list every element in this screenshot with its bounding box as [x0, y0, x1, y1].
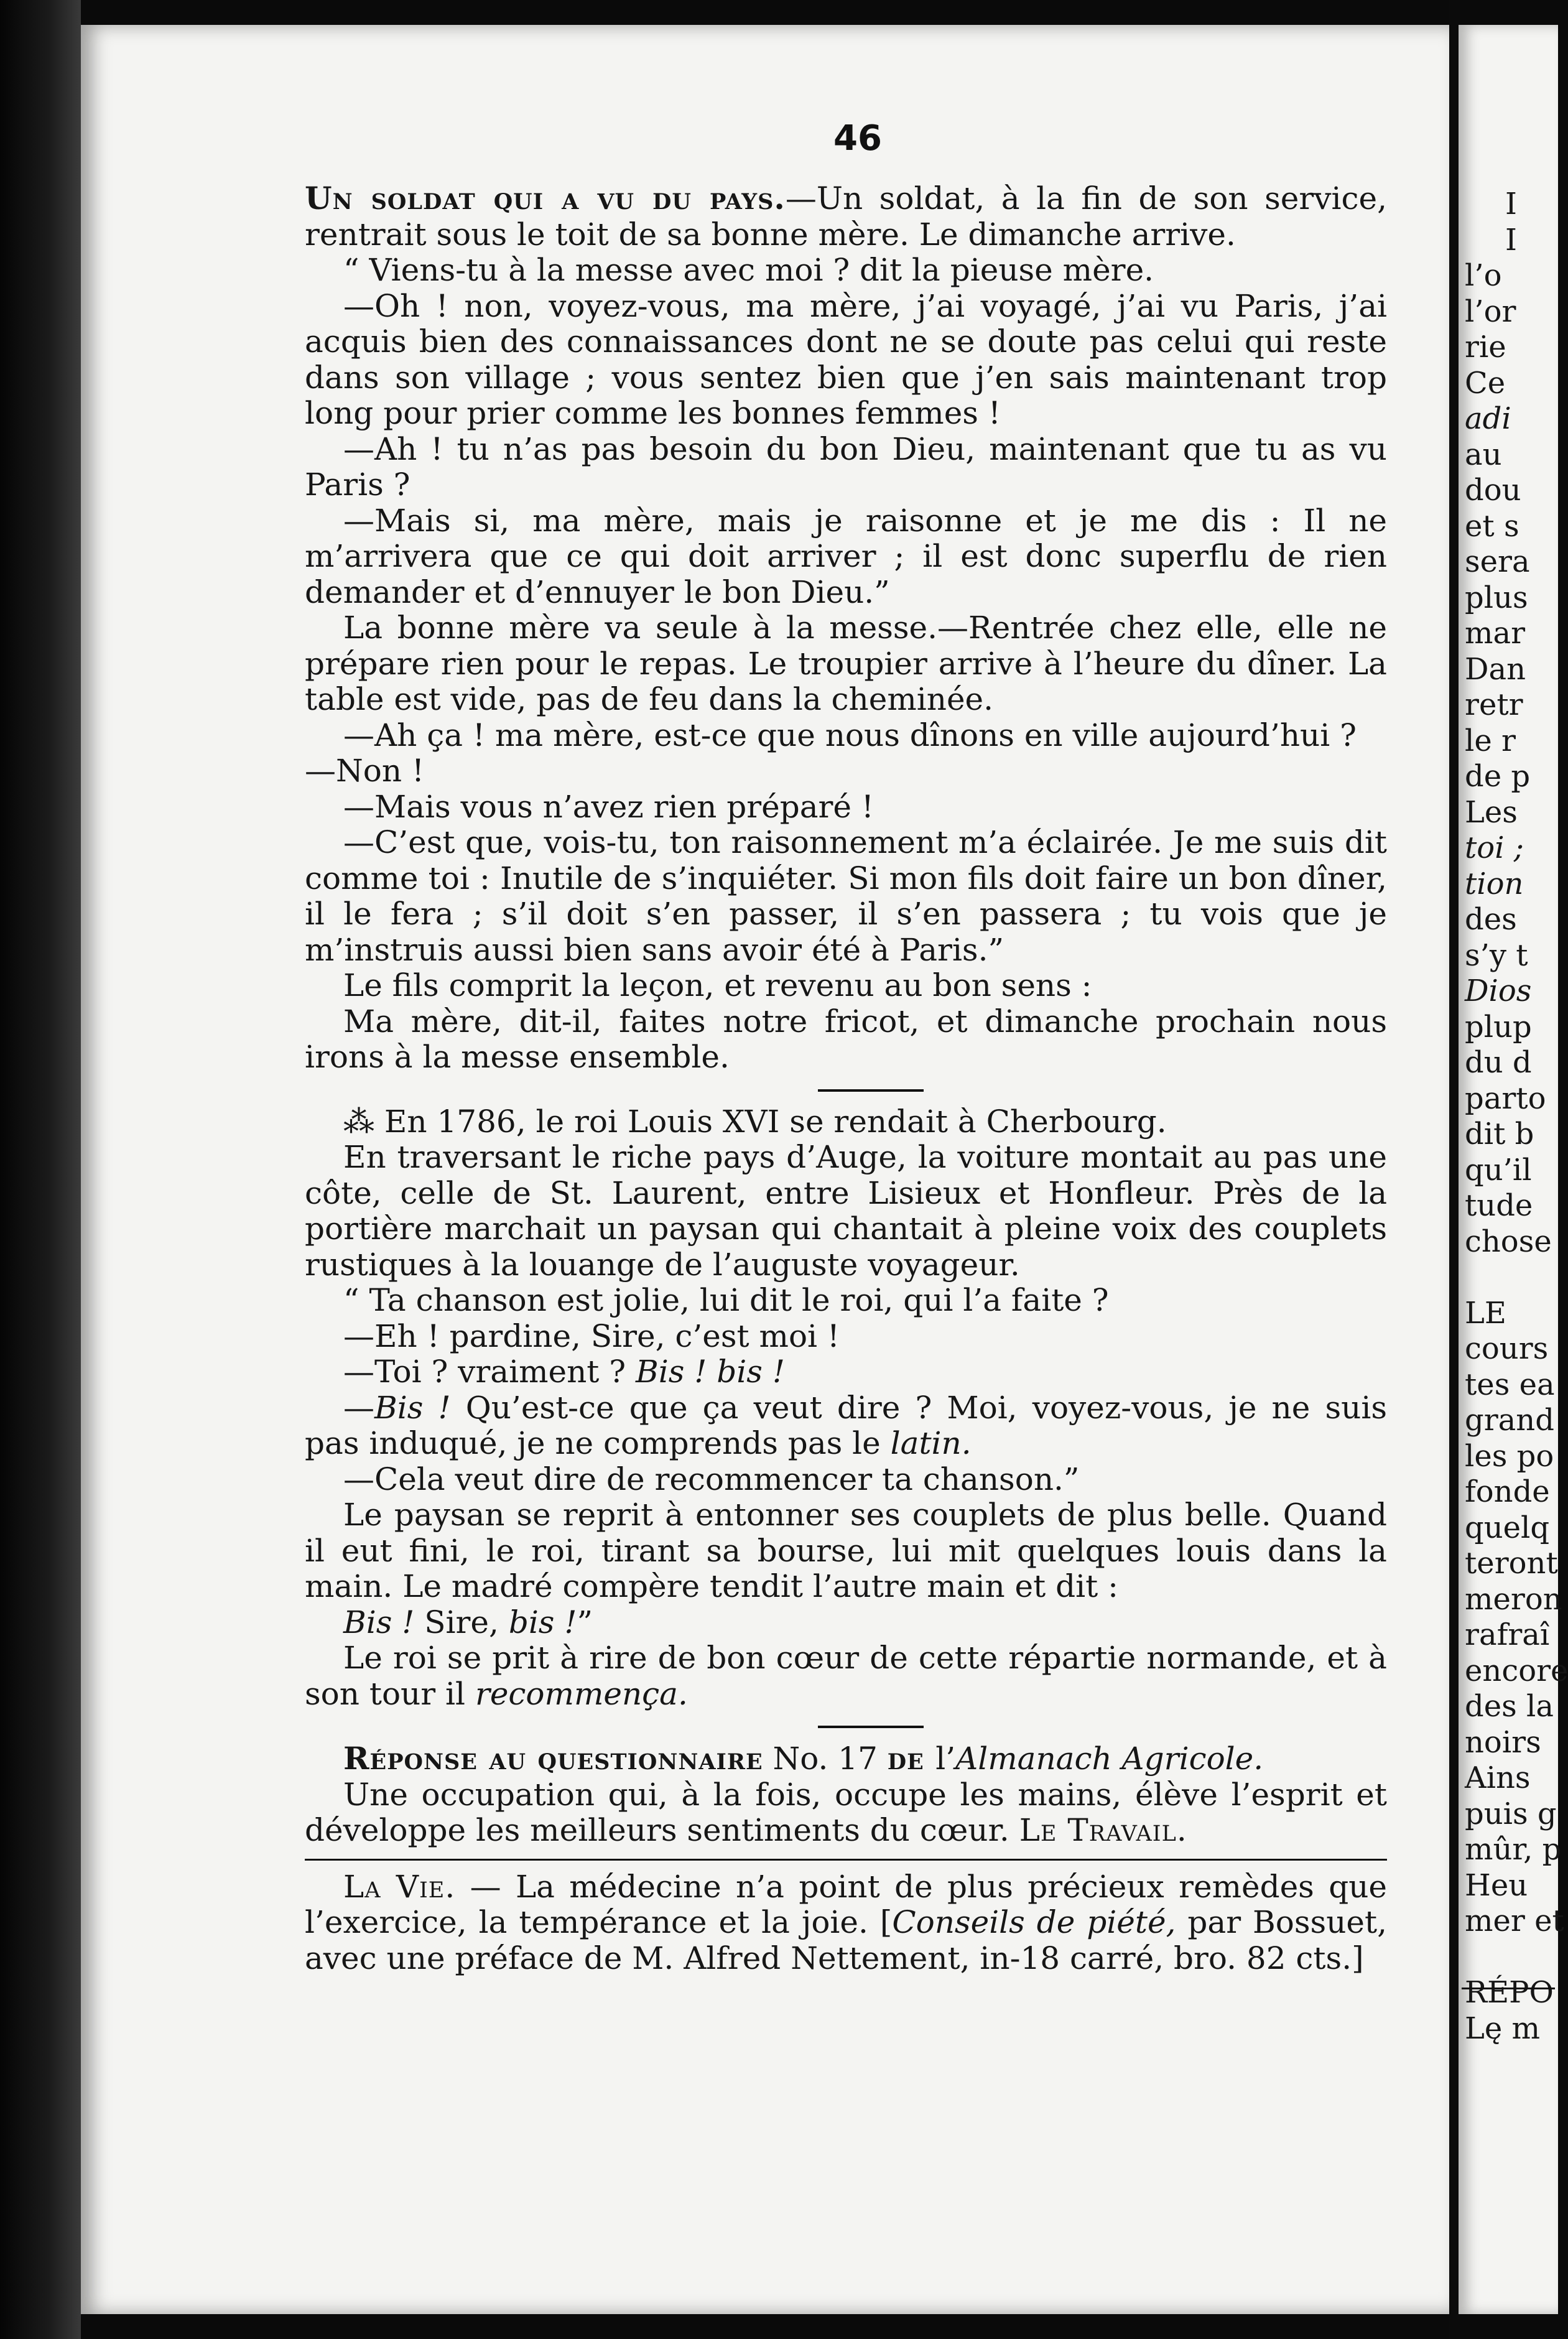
paragraph: Le paysan se reprit à entonner ses couplets de plus belle. Quand il eut fini, le roi, tirant sa bourse, lui mit quelques louis dans la main. Le madré compère tendit l’autre main et dit :: [305, 1497, 1387, 1604]
page-content: [305, 180, 1387, 1976]
right-page-line: s’y t: [1465, 937, 1528, 973]
right-page-line: et s: [1465, 508, 1519, 544]
right-page-line: Dan: [1465, 651, 1526, 687]
paragraph: La bonne mère va seule à la messe.—Rentrée chez elle, elle ne prépare rien pour le repas. Le troupier arrive à l’heure du dîner. La table est vide, pas de feu dans la cheminée.: [305, 610, 1387, 717]
right-page-line: toi ;: [1465, 830, 1524, 865]
right-page-line: plup: [1465, 1009, 1532, 1044]
paragraph: Bis ! Sire, bis !”: [343, 1604, 593, 1640]
right-page-line: Les: [1465, 794, 1518, 830]
right-page-line: adi: [1465, 401, 1511, 436]
paragraph: —Bis ! Qu’est-ce que ça veut dire ? Moi, voyez-vous, je ne suis pas induqué, je ne comprends pas le latin.: [305, 1389, 1387, 1461]
paragraph: “ Viens-tu à la messe avec moi ? dit la pieuse mère.: [343, 252, 1154, 288]
right-page-line: de p: [1465, 759, 1531, 794]
right-page-line: plus: [1465, 580, 1528, 615]
paragraph: —Cela veut dire de recommencer ta chanson.”: [343, 1461, 1080, 1497]
right-page-line: dit b: [1465, 1117, 1534, 1151]
paragraph: Le fils comprit la leçon, et revenu au bon sens :: [343, 967, 1092, 1003]
right-page-line: mûr, p: [1465, 1832, 1562, 1867]
paragraph: “ Ta chanson est jolie, lui dit le roi, qui l’a faite ?: [343, 1282, 1109, 1318]
right-page-line: Ce: [1465, 365, 1506, 401]
right-page-line: teront: [1465, 1546, 1558, 1581]
paragraph: —Non !: [305, 753, 425, 789]
right-page-line: mer et: [1465, 1904, 1564, 1938]
right-page-line: fonde: [1465, 1474, 1550, 1509]
paragraph: —Ah ! tu n’as pas besoin du bon Dieu, maintenant que tu as vu Paris ?: [305, 430, 1387, 503]
article-louis-lead: ⁂ En 1786, le roi Louis XVI se rendait à Cherbourg.: [343, 1103, 1167, 1140]
right-page-line: tion: [1465, 866, 1524, 901]
paragraph: Le roi se prit à rire de bon cœur de cette répartie normande, et à son tour il recommença.: [305, 1640, 1387, 1712]
right-page-line: des la: [1465, 1689, 1554, 1724]
right-page-line: LE: [1465, 1295, 1506, 1331]
right-page-line: du d: [1465, 1045, 1532, 1080]
right-page-line: parto: [1465, 1081, 1546, 1116]
la-vie-note: La Vie. — La médecine n’a point de plus précieux remèdes que l’exercice, la tempérance et la joie. [Conseils de piété, par Bossuet, avec une préface de M. Alfred Nettement, in-18 carré, bro. 82 cts.]: [305, 1868, 1387, 1976]
scan-dark-margin: [0, 0, 81, 2339]
right-page-line: mar: [1465, 616, 1526, 651]
right-page-line: l’o: [1465, 258, 1502, 293]
right-page-line: chose: [1465, 1224, 1552, 1259]
right-page-line: rafraî: [1465, 1617, 1550, 1652]
section-divider: [818, 1089, 924, 1092]
reponse-heading: Réponse au questionnaire No. 17 de l’Almanach Agricole.: [343, 1740, 1264, 1777]
right-page-line: Heu: [1465, 1867, 1528, 1903]
right-page-line: sera: [1465, 544, 1530, 579]
right-page-line: Ains: [1465, 1760, 1531, 1795]
right-page-line: I: [1505, 187, 1517, 221]
right-page-line: RÉPO: [1465, 1975, 1554, 2010]
right-page-line: des: [1465, 902, 1517, 937]
paragraph: —Toi ? vraiment ? Bis ! bis !: [343, 1354, 785, 1390]
reponse-text: Une occupation qui, à la fois, occupe les mains, élève l’esprit et développe les meilleurs sentiments du cœur. Le Travail.: [305, 1776, 1387, 1848]
right-page-line: tes ea: [1465, 1367, 1555, 1402]
right-page-line: cours: [1465, 1331, 1549, 1366]
article-soldat-lead: Un soldat qui a vu du pays.—Un soldat, à la fin de son service, rentrait sous le toit de sa bonne mère. Le dimanche arrive.: [305, 180, 1388, 253]
paragraph: Ma mère, dit-il, faites notre fricot, et dimanche prochain nous irons à la messe ensemble.: [305, 1003, 1387, 1075]
right-page-line: rie: [1465, 330, 1506, 365]
right-page-rule: [1462, 1988, 1555, 1989]
right-page-line: tude: [1465, 1188, 1533, 1223]
page-number: 46: [833, 118, 882, 159]
paragraph: —Oh ! non, voyez-vous, ma mère, j’ai voyagé, j’ai vu Paris, j’ai acquis bien des connaissances dont ne se doute pas celui qui reste dans son village ; vous sentez bien que j’en sais maintenant trop long pour prier comme les bonnes femmes !: [305, 287, 1387, 431]
right-page-line: Dios: [1465, 974, 1532, 1008]
right-page-line: retr: [1465, 687, 1523, 722]
paragraph: —Mais vous n’avez rien préparé !: [343, 788, 874, 825]
right-page-line: I: [1505, 222, 1517, 258]
right-page-line: Lę m: [1465, 2011, 1541, 2046]
footer-rule: [305, 1859, 1387, 1861]
right-page-line: quelq: [1465, 1510, 1550, 1545]
right-page-line: puis g: [1465, 1796, 1557, 1831]
right-page-line: encore: [1465, 1653, 1568, 1688]
paragraph: —Eh ! pardine, Sire, c’est moi !: [343, 1318, 840, 1354]
right-page-line: le r: [1465, 723, 1516, 758]
article-title: Un soldat qui a vu du pays.: [305, 180, 786, 216]
right-page-line: noirs: [1465, 1724, 1541, 1760]
right-page-line: qu’il: [1465, 1152, 1532, 1188]
section-divider: [818, 1726, 924, 1728]
paragraph: —Ah ça ! ma mère, est-ce que nous dînons en ville aujourd’hui ?: [343, 717, 1357, 753]
right-page-line: grand: [1465, 1403, 1554, 1438]
paragraph: —C’est que, vois-tu, ton raisonnement m’a éclairée. Je me suis dit comme toi : Inutile de s’inquiéter. Si mon fils doit faire un bon dîner, il le fera ; s’il doit s’en passer, il s’en passera ; tu vois que je m’instruis aussi bien sans avoir été à Paris.”: [305, 824, 1387, 968]
paragraph: —Mais si, ma mère, mais je raisonne et je me dis : Il ne m’arrivera que ce qui doit arriver ; il est donc superflu de rien demander et d’ennuyer le bon Dieu.”: [305, 502, 1387, 610]
right-page-line: les po: [1465, 1438, 1554, 1474]
right-page-line: dou: [1465, 473, 1521, 508]
right-page-line: meron: [1465, 1581, 1562, 1617]
right-page-line: l’or: [1465, 294, 1516, 329]
paragraph: En traversant le riche pays d’Auge, la voiture montait au pas une côte, celle de St. Laurent, entre Lisieux et Honfleur. Près de la portière marchait un paysan qui chantait à pleine voix des couplets rustiques à la louange de l’auguste voyageur.: [305, 1139, 1387, 1283]
right-page-line: au: [1465, 437, 1502, 472]
